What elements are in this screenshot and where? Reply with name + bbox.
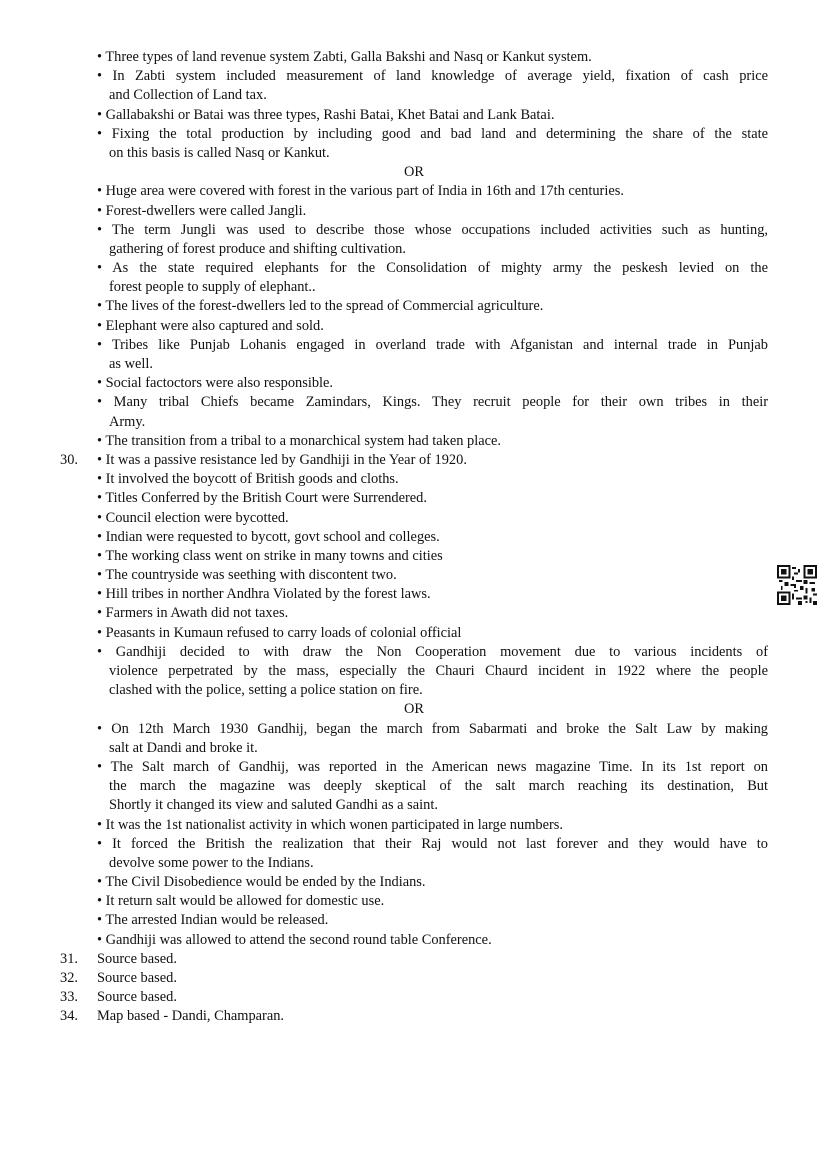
text-line — [0, 125, 828, 144]
question-number: 34. — [60, 1008, 78, 1025]
text-line — [0, 317, 828, 336]
text-line — [0, 873, 828, 892]
text-line — [0, 144, 828, 163]
bullet-line: • Social factoctors were also responsible. — [97, 375, 334, 392]
bullet-line: • Peasants in Kumaun refused to carry loads of colonial official — [97, 624, 462, 641]
continuation-line: gathering of forest produce and shifting cultivation. — [109, 240, 406, 257]
bullet-line: • The arrested Indian would be released. — [97, 912, 329, 929]
text-line — [0, 240, 828, 259]
bullet-line: • Huge area were covered with forest in the various part of India in 16th and 17th centuries. — [97, 183, 624, 200]
text-line — [0, 413, 828, 432]
text-line — [0, 892, 828, 911]
text-line — [0, 182, 828, 201]
text-line — [0, 796, 828, 815]
text-line — [0, 643, 828, 662]
continuation-line: as well. — [109, 356, 153, 372]
or-separator — [0, 163, 828, 182]
question-number: 31. — [60, 950, 78, 967]
text-line — [0, 739, 828, 758]
question-line — [0, 969, 828, 988]
bullet-line: • Indian were requested to bycott, govt school and colleges. — [97, 528, 440, 545]
text-line — [0, 67, 828, 86]
continuation-line: Army. — [109, 413, 146, 430]
bullet-line: • Farmers in Awath did not taxes. — [97, 605, 289, 622]
continuation-line: the march the magazine was deeply skeptical of the salt march reaching its destination, But — [109, 778, 768, 795]
bullet-line: • Forest-dwellers were called Jangli. — [97, 202, 307, 219]
continuation-line: and Collection of Land tax. — [109, 87, 267, 104]
text-line — [0, 528, 828, 547]
text-line — [0, 202, 828, 221]
answer-text: Source based. — [97, 970, 177, 986]
bullet-line: • The term Jungli was used to describe those whose occupations included activities such as hunting, — [97, 221, 768, 238]
bullet-line: • The Salt march of Gandhij, was reported in the American news magazine Time. In its 1st report on — [97, 758, 768, 775]
bullet-line: • It involved the boycott of British goods and cloths. — [97, 471, 399, 488]
text-line — [0, 489, 828, 508]
question-line — [0, 950, 828, 969]
text-line — [0, 720, 828, 739]
question-number: 30. — [60, 451, 78, 468]
qr-code-icon — [777, 565, 817, 605]
answer-text: Source based. — [97, 989, 177, 1006]
bullet-line: • Many tribal Chiefs became Zamindars, Kings. They recruit people for their own tribes in their — [97, 394, 768, 411]
text-line — [0, 297, 828, 316]
text-line — [0, 221, 828, 240]
bullet-line: • Titles Conferred by the British Court were Surrendered. — [97, 490, 427, 507]
text-line — [0, 547, 828, 566]
text-line — [0, 278, 828, 297]
bullet-line: • Gandhiji was allowed to attend the second round table Conference. — [97, 931, 492, 948]
text-line — [0, 777, 828, 796]
text-line — [0, 911, 828, 930]
bullet-line: • The countryside was seething with discontent two. — [97, 567, 397, 584]
text-line — [0, 48, 828, 67]
or-label: OR — [404, 164, 424, 181]
text-line — [0, 816, 828, 835]
text-line — [0, 931, 828, 950]
bullet-line: • Fixing the total production by including good and bad land and determining the share of the state — [97, 125, 768, 142]
bullet-line: • Three types of land revenue system Zabti, Galla Bakshi and Nasq or Kankut system. — [97, 49, 592, 65]
bullet-line: • The working class went on strike in many towns and cities — [97, 547, 443, 564]
bullet-line: • It return salt would be allowed for domestic use. — [97, 893, 385, 910]
bullet-line: • Tribes like Punjab Lohanis engaged in overland trade with Afganistan and internal trade in Punjab — [97, 336, 768, 353]
question-line — [0, 988, 828, 1007]
bullet-line: • Hill tribes in norther Andhra Violated by the forest laws. — [97, 586, 431, 603]
answer-text: Map based - Dandi, Champaran. — [97, 1008, 285, 1025]
answer-page — [0, 48, 828, 1027]
bullet-line: • It was a passive resistance led by Gandhiji in the Year of 1920. — [97, 451, 467, 468]
or-label: OR — [404, 701, 424, 718]
text-line — [0, 336, 828, 355]
text-line — [0, 854, 828, 873]
bullet-line: • Gandhiji decided to with draw the Non Cooperation movement due to various incidents of — [97, 643, 768, 660]
continuation-line: violence perpetrated by the mass, especially the Chauri Chaurd incident in 1922 where the people — [109, 663, 768, 679]
text-line — [0, 681, 828, 700]
bullet-line: • It forced the British the realization that their Raj would not last forever and they would have to — [97, 835, 768, 852]
text-line — [0, 585, 828, 604]
bullet-line: • Council election were bycotted. — [97, 509, 289, 526]
bullet-line: • Elephant were also captured and sold. — [97, 317, 324, 334]
or-separator — [0, 700, 828, 719]
continuation-line: on this basis is called Nasq or Kankut. — [109, 144, 330, 161]
text-line — [0, 355, 828, 374]
text-line — [0, 509, 828, 528]
text-line — [0, 624, 828, 643]
text-line — [0, 470, 828, 489]
continuation-line: salt at Dandi and broke it. — [109, 739, 258, 756]
bullet-line: • The transition from a tribal to a monarchical system had taken place. — [97, 432, 501, 449]
bullet-line: • The Civil Disobedience would be ended by the Indians. — [97, 874, 426, 891]
answer-text: Source based. — [97, 950, 177, 967]
text-line — [0, 393, 828, 412]
text-line — [0, 451, 828, 470]
bullet-line: • It was the 1st nationalist activity in which wonen participated in large numbers. — [97, 816, 563, 833]
text-line — [0, 662, 828, 681]
bullet-line: • The lives of the forest-dwellers led to the spread of Commercial agriculture. — [97, 298, 544, 315]
text-line — [0, 604, 828, 623]
text-line — [0, 259, 828, 278]
question-number: 32. — [60, 970, 78, 986]
text-line — [0, 566, 828, 585]
text-line — [0, 432, 828, 451]
text-line — [0, 86, 828, 105]
bullet-line: • Gallabakshi or Batai was three types, Rashi Batai, Khet Batai and Lank Batai. — [97, 106, 555, 123]
bullet-line: • On 12th March 1930 Gandhij, began the march from Sabarmati and broke the Salt Law by making — [97, 720, 768, 737]
text-line — [0, 106, 828, 125]
continuation-line: forest people to supply of elephant.. — [109, 279, 316, 296]
question-line — [0, 1007, 828, 1026]
bullet-line: • In Zabti system included measurement of land knowledge of average yield, fixation of cash price — [97, 68, 768, 85]
bullet-line: • As the state required elephants for the Consolidation of mighty army the peskesh levied on the — [97, 260, 768, 277]
text-line — [0, 374, 828, 393]
text-line — [0, 758, 828, 777]
continuation-line: Shortly it changed its view and saluted Gandhi as a saint. — [109, 797, 438, 814]
question-number: 33. — [60, 989, 78, 1006]
text-line — [0, 835, 828, 854]
continuation-line: devolve some power to the Indians. — [109, 854, 314, 871]
continuation-line: clashed with the police, setting a police station on fire. — [109, 682, 423, 699]
